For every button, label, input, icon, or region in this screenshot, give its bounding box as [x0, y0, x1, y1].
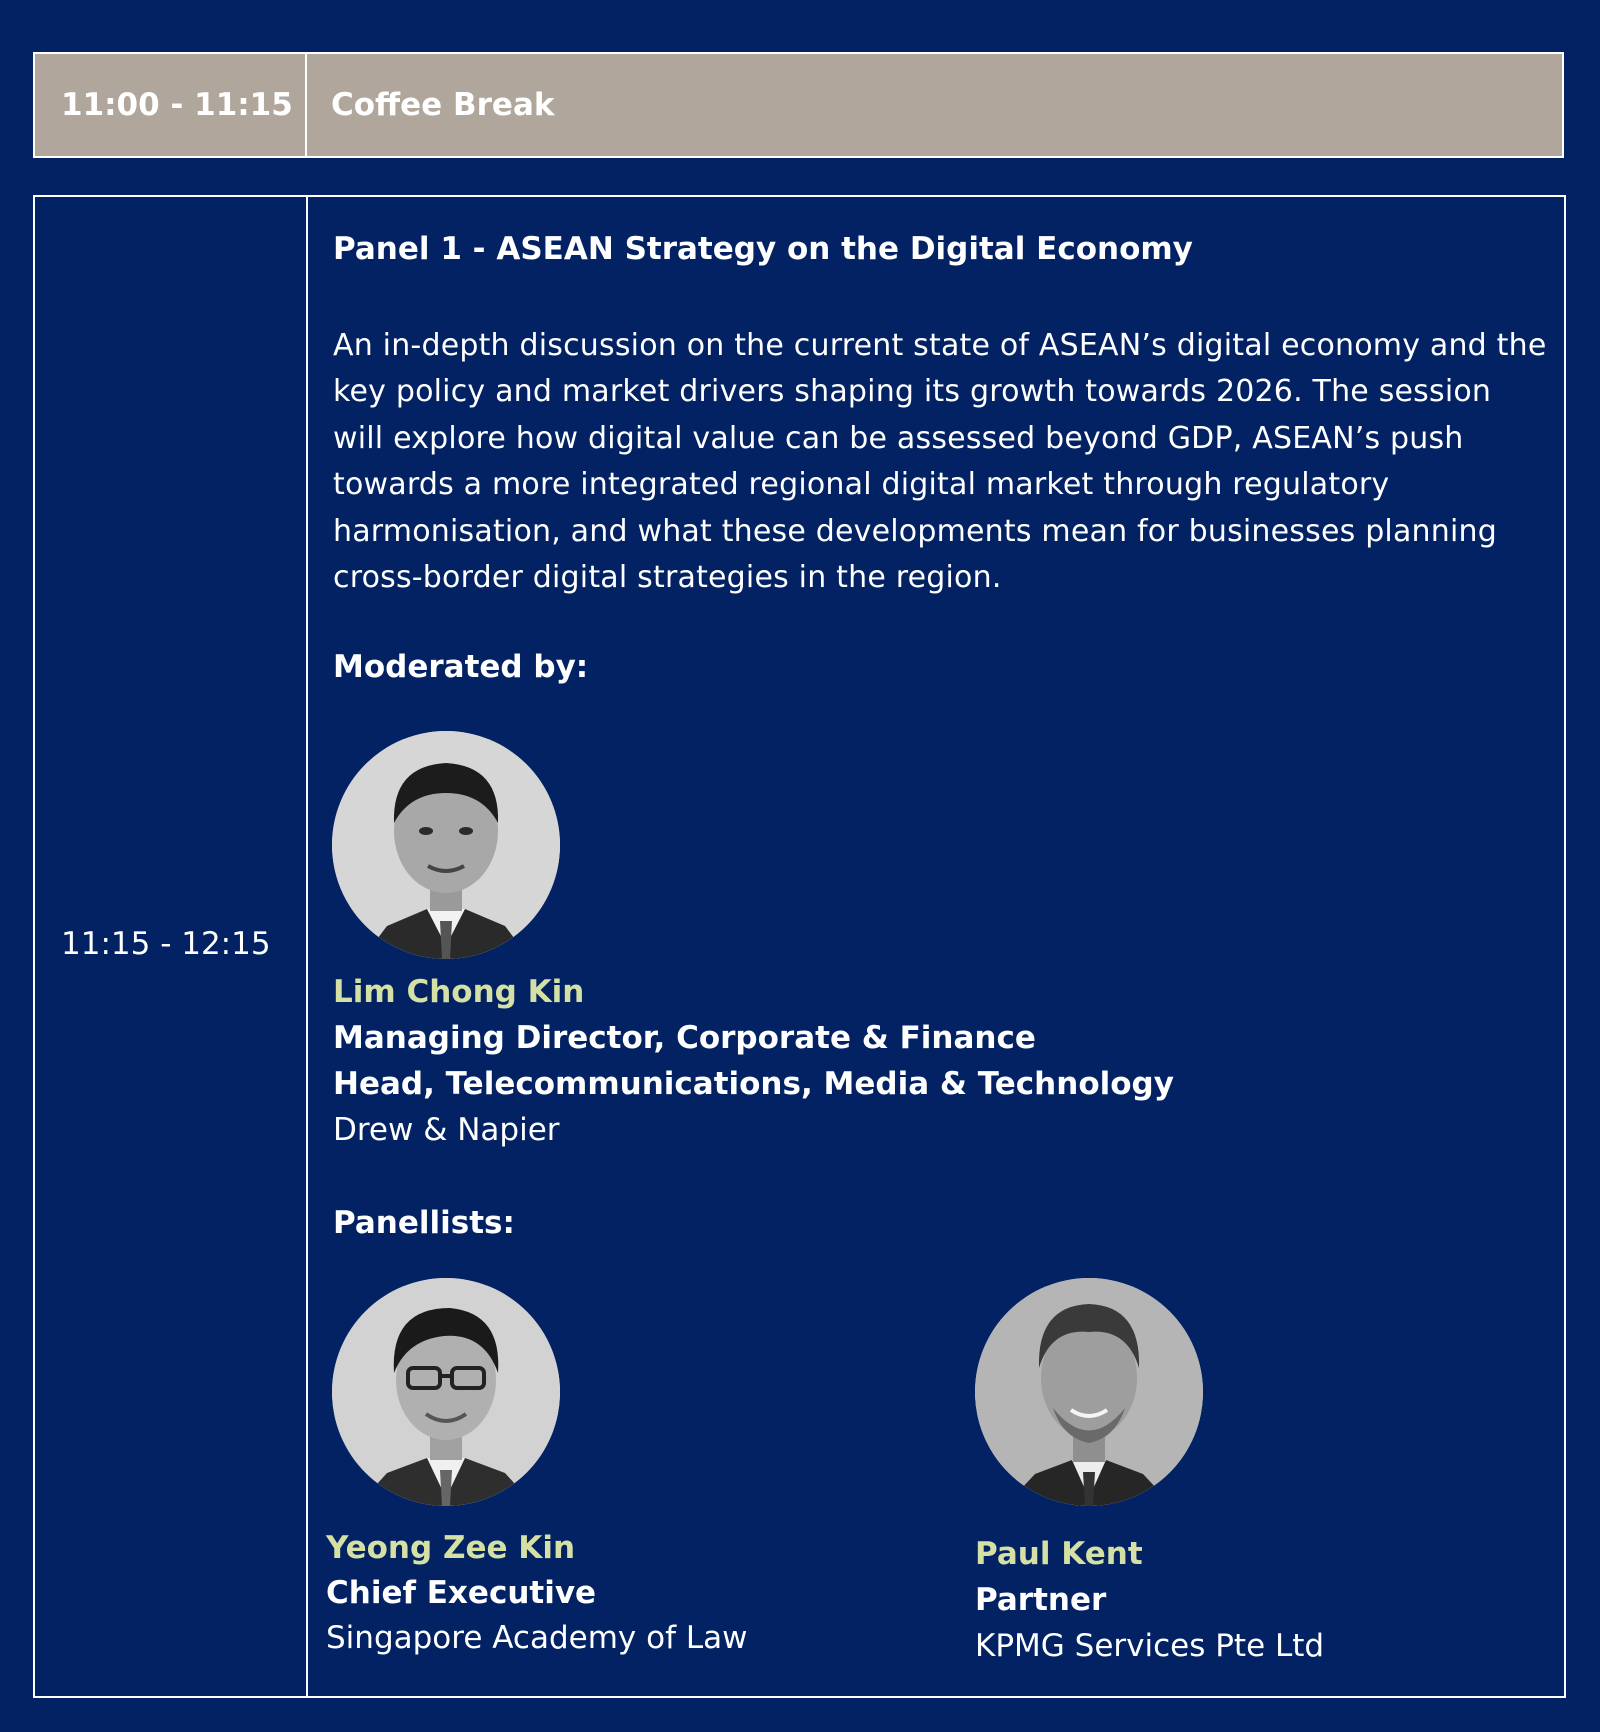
break-title: Coffee Break: [331, 87, 555, 123]
panel-time: 11:15 - 12:15: [61, 926, 271, 962]
panellist-photo: [332, 1278, 560, 1506]
moderator-photo: [332, 731, 560, 959]
panellist-role: Chief Executive: [326, 1575, 597, 1611]
panellist-organization: KPMG Services Pte Ltd: [975, 1628, 1325, 1664]
moderator-name: Lim Chong Kin: [333, 974, 585, 1010]
moderator-label: Moderated by:: [333, 649, 589, 685]
panellist-organization: Singapore Academy of Law: [326, 1620, 748, 1656]
panellist-photo: [975, 1278, 1203, 1506]
panellists-label: Panellists:: [333, 1205, 515, 1241]
panel-session-row: [33, 195, 1566, 1698]
panel-title: Panel 1 - ASEAN Strategy on the Digital Economy: [333, 231, 1193, 267]
panel-time-cell: [35, 197, 308, 1696]
coffee-break-row: [33, 52, 1564, 158]
panel-description: An in-depth discussion on the current state of ASEAN’s digital economy and the key policy and market drivers shaping its growth towards 2026. The session will explore how digital value can be assessed beyond GDP, ASEAN’s push towards a more integrated regional digital market through regulatory harmonisation, and what these developments mean for businesses planning cross-border digital strategies in the region.: [333, 328, 1547, 596]
break-time: 11:00 - 11:15: [35, 54, 307, 156]
panellist-name: Paul Kent: [975, 1536, 1143, 1572]
moderator-organization: Drew & Napier: [333, 1112, 560, 1148]
panellist-name: Yeong Zee Kin: [326, 1530, 576, 1566]
panellist-role: Partner: [975, 1582, 1107, 1618]
moderator-role-line1: Managing Director, Corporate & Finance: [333, 1020, 1036, 1056]
moderator-role-line2: Head, Telecommunications, Media & Technology: [333, 1066, 1174, 1102]
